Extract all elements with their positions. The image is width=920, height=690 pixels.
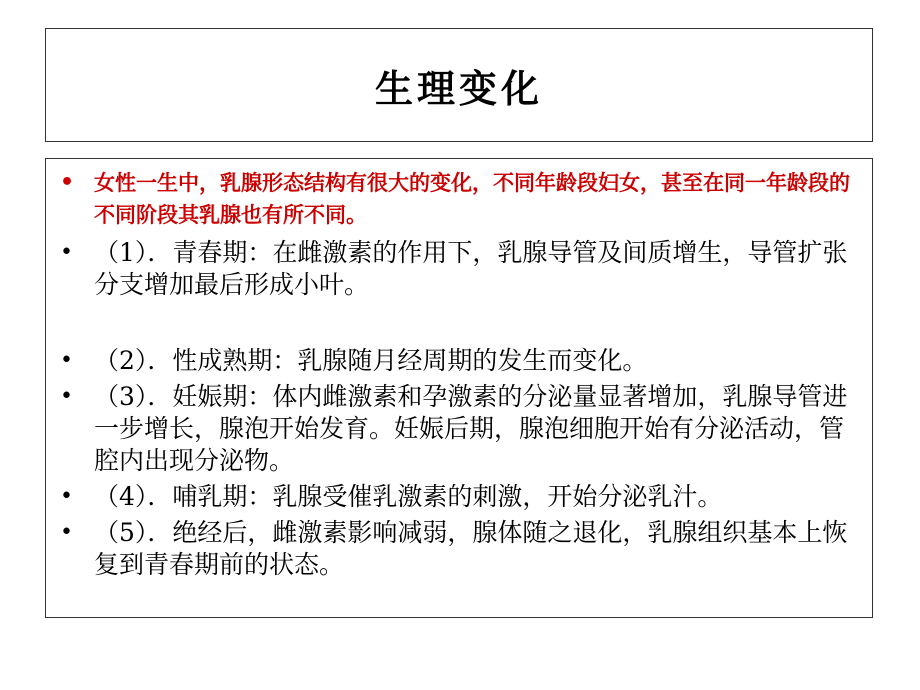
slide-title: 生理变化 — [374, 66, 543, 111]
bullet-icon: • — [60, 240, 73, 265]
title-box — [45, 28, 873, 142]
bullet-icon: • — [60, 384, 73, 409]
bullet-text: 女性一生中，乳腺形态结构有很大的变化，不同年龄段妇女，甚至在同一年龄段的不同阶段其乳腺也有所不同。 — [94, 171, 850, 227]
bullet-item-puberty — [60, 237, 854, 301]
bullet-item-menopause — [60, 517, 854, 581]
bullet-icon: • — [60, 520, 73, 545]
bullet-text: （1）．青春期：在雌激素的作用下，乳腺导管及间质增生，导管扩张分支增加最后形成小叶。 — [94, 238, 848, 299]
bullet-text: （2）．性成熟期：乳腺随月经周期的发生而变化。 — [94, 346, 648, 375]
bullet-text: （5）．绝经后，雌激素影响减弱，腺体随之退化，乳腺组织基本上恢复到青春期前的状态。 — [94, 518, 848, 579]
bullet-item-pregnancy — [60, 381, 854, 477]
content-box — [45, 158, 873, 618]
bullet-item-lactation — [60, 481, 854, 513]
bullet-icon: • — [60, 348, 73, 373]
bullet-text: （3）．妊娠期：体内雌激素和孕激素的分泌量显著增加，乳腺导管进一步增长，腺泡开始发育。妊娠后期，腺泡细胞开始有分泌活动，管腔内出现分泌物。 — [94, 382, 848, 475]
bullet-icon: • — [60, 484, 73, 509]
bullet-item-maturity — [60, 345, 854, 377]
bullet-item-intro — [60, 167, 854, 231]
bullet-icon: • — [60, 170, 75, 195]
bullet-text: （4）．哺乳期：乳腺受催乳激素的刺激，开始分泌乳汁。 — [94, 482, 723, 511]
